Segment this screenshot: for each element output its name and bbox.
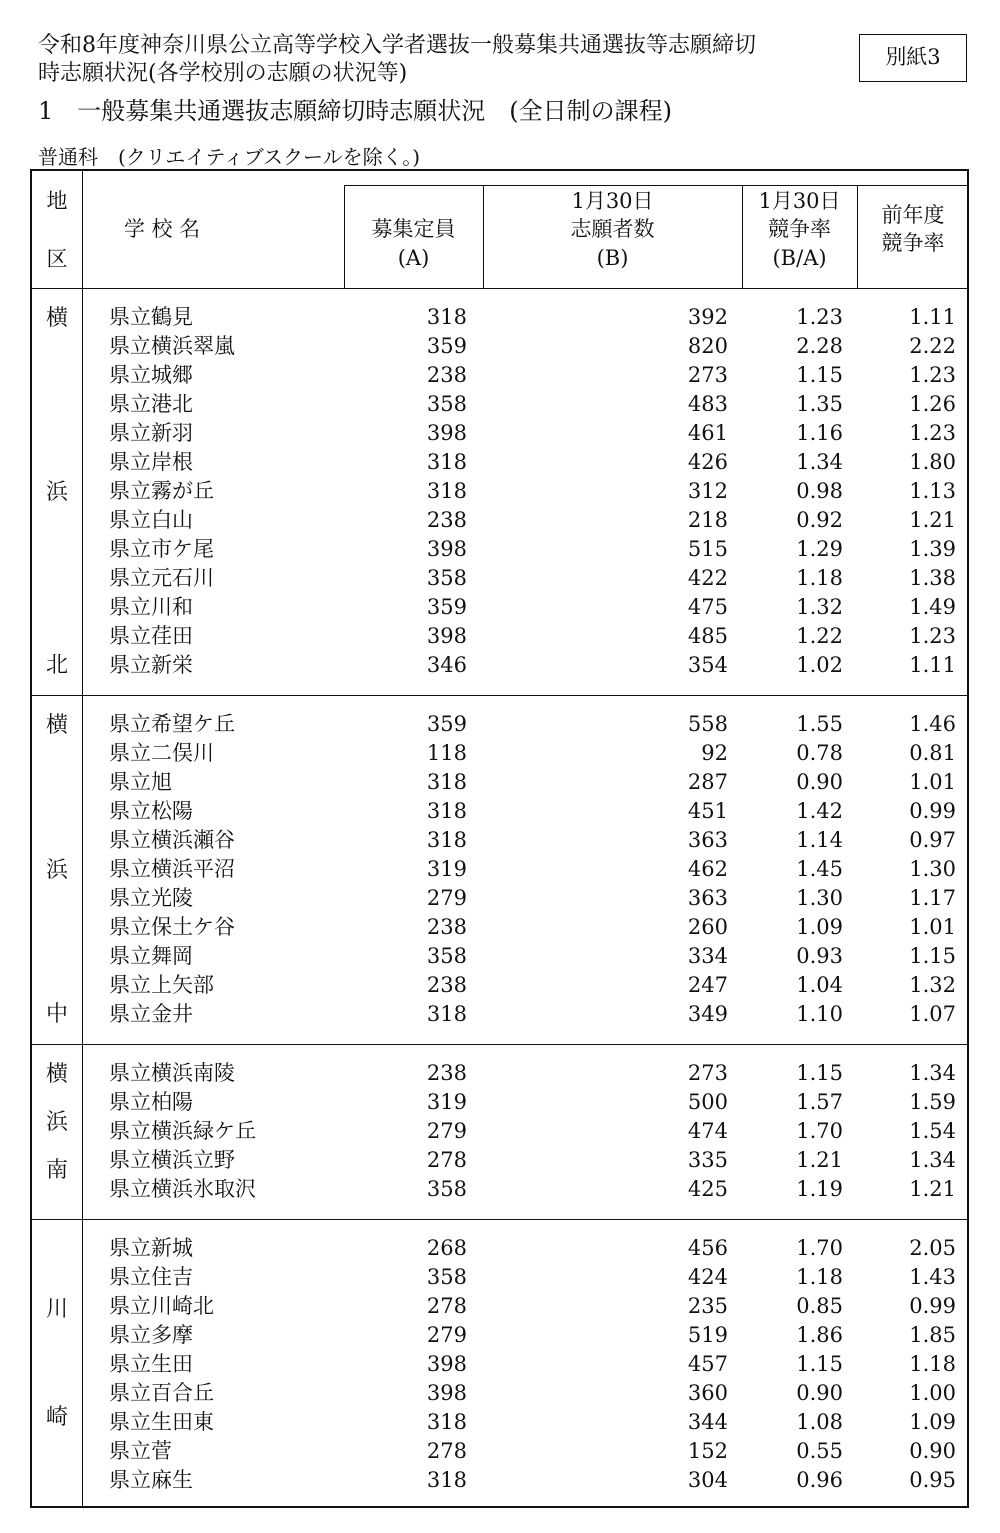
school-name: 県立城郷 [109,363,193,387]
prev-ratio-value: 1.49 [909,595,956,619]
applicants-value: 335 [687,1148,728,1172]
ratio-value: 1.10 [796,1002,843,1026]
prev-ratio-value: 1.39 [909,537,956,561]
applicants-value: 349 [687,1002,728,1026]
ratio-value: 1.08 [796,1410,843,1434]
prev-ratio-value: 1.21 [909,508,956,532]
region-label-char: 浜 [45,857,68,883]
applicants-value: 500 [687,1090,728,1114]
ratio-value: 1.30 [796,886,843,910]
capacity-value: 118 [426,741,467,765]
header-bottom-rule [32,288,969,289]
prev-ratio-value: 1.85 [909,1323,956,1347]
capacity-value: 318 [426,305,467,329]
header-prev-ratio-1: 前年度 [881,203,945,227]
school-name: 県立光陵 [109,886,193,910]
ratio-value: 1.15 [796,1352,843,1376]
capacity-value: 398 [426,624,467,648]
prev-ratio-value: 1.23 [909,421,956,445]
applicants-value: 334 [687,944,728,968]
applicants-value: 485 [687,624,728,648]
prev-ratio-value: 0.99 [909,1294,956,1318]
school-name: 県立元石川 [109,566,214,590]
ratio-value: 1.57 [796,1090,843,1114]
applicants-value: 312 [687,479,728,503]
ratio-value: 2.28 [796,334,843,358]
ratio-value: 0.55 [796,1439,843,1463]
capacity-value: 278 [426,1294,467,1318]
prev-ratio-value: 1.01 [909,915,956,939]
applicants-value: 451 [687,799,728,823]
ratio-value: 1.23 [796,305,843,329]
title-line-1: 令和8年度神奈川県公立高等学校入学者選抜一般募集共通選抜等志願締切 [38,33,756,58]
prev-ratio-value: 1.32 [909,973,956,997]
header-region-1: 地 [46,189,68,213]
capacity-value: 279 [426,1323,467,1347]
prev-ratio-value: 1.80 [909,450,956,474]
ratio-value: 1.16 [796,421,843,445]
capacity-value: 238 [426,1061,467,1085]
school-name: 県立荏田 [109,624,193,648]
school-name: 県立横浜平沼 [109,857,235,881]
ratio-value: 1.45 [796,857,843,881]
capacity-value: 278 [426,1439,467,1463]
header-school-name: 学 校 名 [123,217,201,241]
region-label-char: 横 [45,1062,68,1087]
section-heading: 1 一般募集共通選抜志願締切時志願状況 (全日制の課程) [38,97,672,125]
school-name: 県立白山 [109,508,193,532]
applicants-value: 425 [687,1177,728,1201]
applicants-value: 424 [687,1265,728,1289]
school-name: 県立金井 [109,1002,193,1026]
ratio-value: 1.18 [796,1265,843,1289]
capacity-value: 318 [426,799,467,823]
prev-ratio-value: 1.34 [909,1061,956,1085]
prev-ratio-value: 1.23 [909,363,956,387]
capacity-value: 318 [426,1410,467,1434]
prev-ratio-value: 1.15 [909,944,956,968]
prev-ratio-value: 1.34 [909,1148,956,1172]
prev-ratio-value: 0.81 [909,741,956,765]
applicants-value: 392 [687,305,728,329]
region-label-char: 浜 [45,479,68,505]
capacity-value: 279 [426,886,467,910]
school-name: 県立住吉 [109,1265,193,1289]
school-name: 県立菅 [109,1439,172,1463]
prev-ratio-value: 1.11 [909,653,956,677]
applicants-value: 360 [687,1381,728,1405]
applicants-value: 820 [687,334,728,358]
ratio-value: 1.22 [796,624,843,648]
prev-ratio-value: 2.22 [909,334,956,358]
prev-ratio-value: 0.90 [909,1439,956,1463]
ratio-value: 1.19 [796,1177,843,1201]
region-label-char: 横 [45,306,68,331]
school-name: 県立鶴見 [109,305,193,329]
capacity-value: 358 [426,1265,467,1289]
ratio-value: 0.92 [796,508,843,532]
school-name: 県立柏陽 [109,1090,193,1114]
applicants-value: 363 [687,886,728,910]
subsection-heading: 普通科 (クリエイティブスクールを除く。) [38,145,421,169]
capacity-value: 238 [426,508,467,532]
prev-ratio-value: 1.43 [909,1265,956,1289]
header-ratio-1: 1月30日 [758,189,841,213]
school-name: 県立横浜氷取沢 [109,1177,256,1201]
capacity-value: 358 [426,392,467,416]
ratio-value: 0.96 [796,1468,843,1492]
region-label-char: 崎 [45,1404,68,1430]
school-name: 県立麻生 [109,1468,193,1492]
region-separator [32,1044,969,1045]
capacity-value: 278 [426,1148,467,1172]
applicants-value: 92 [701,741,728,765]
prev-ratio-value: 2.05 [909,1236,956,1260]
prev-ratio-value: 1.59 [909,1090,956,1114]
prev-ratio-value: 1.13 [909,479,956,503]
applicants-value: 426 [687,450,728,474]
school-name: 県立港北 [109,392,193,416]
region-label-char: 浜 [45,1110,68,1135]
ratio-value: 0.93 [796,944,843,968]
prev-ratio-value: 1.46 [909,712,956,736]
ratio-value: 0.78 [796,741,843,765]
school-name: 県立川崎北 [109,1294,214,1318]
applicants-value: 304 [687,1468,728,1492]
ratio-value: 0.85 [796,1294,843,1318]
region-separator [32,1219,969,1220]
school-name: 県立川和 [109,595,193,619]
prev-ratio-value: 0.97 [909,828,956,852]
ratio-value: 1.14 [796,828,843,852]
applicants-value: 363 [687,828,728,852]
school-name: 県立岸根 [109,450,193,474]
applicants-value: 260 [687,915,728,939]
ratio-value: 1.55 [796,712,843,736]
applicants-value: 461 [687,421,728,445]
region-label-char: 川 [45,1296,68,1322]
capacity-value: 358 [426,944,467,968]
applicants-value: 515 [687,537,728,561]
capacity-value: 238 [426,973,467,997]
capacity-value: 238 [426,915,467,939]
attachment-badge: 別紙3 [859,34,967,82]
ratio-value: 1.21 [796,1148,843,1172]
header-top-rule [344,185,969,186]
title-line-2: 時志願状況(各学校別の志願の状況等) [38,61,408,86]
school-name: 県立多摩 [109,1323,193,1347]
applicants-value: 474 [687,1119,728,1143]
capacity-value: 398 [426,1381,467,1405]
applicants-value: 422 [687,566,728,590]
header-applicants-1: 1月30日 [571,189,654,213]
school-name: 県立横浜翠嵐 [109,334,235,358]
school-name: 県立横浜瀬谷 [109,828,235,852]
prev-ratio-value: 0.95 [909,1468,956,1492]
applicants-value: 344 [687,1410,728,1434]
prev-ratio-value: 1.38 [909,566,956,590]
header-region-2: 区 [46,247,68,271]
ratio-value: 1.02 [796,653,843,677]
prev-ratio-value: 1.09 [909,1410,956,1434]
ratio-value: 1.09 [796,915,843,939]
prev-ratio-value: 1.18 [909,1352,956,1376]
school-name: 県立霧が丘 [109,479,214,503]
prev-ratio-value: 1.30 [909,857,956,881]
prev-ratio-value: 1.23 [909,624,956,648]
capacity-value: 398 [426,1352,467,1376]
school-name: 県立旭 [109,770,172,794]
ratio-value: 1.04 [796,973,843,997]
school-name: 県立横浜立野 [109,1148,235,1172]
school-name: 県立横浜南陵 [109,1061,235,1085]
ratio-value: 1.18 [796,566,843,590]
ratio-value: 0.98 [796,479,843,503]
header-applicants-3: (B) [596,246,629,270]
prev-ratio-value: 1.07 [909,1002,956,1026]
school-name: 県立新栄 [109,653,193,677]
applicants-value: 287 [687,770,728,794]
school-name: 県立新城 [109,1236,193,1260]
applicants-value: 247 [687,973,728,997]
region-label-char: 中 [45,1002,68,1027]
school-name: 県立保土ケ谷 [109,915,235,939]
school-name: 県立上矢部 [109,973,214,997]
applicants-value: 354 [687,653,728,677]
capacity-value: 238 [426,363,467,387]
applications-table [30,169,969,1508]
capacity-value: 359 [426,712,467,736]
capacity-value: 358 [426,1177,467,1201]
prev-ratio-value: 1.00 [909,1381,956,1405]
ratio-value: 1.70 [796,1119,843,1143]
capacity-value: 318 [426,450,467,474]
ratio-value: 1.32 [796,595,843,619]
region-label-char: 北 [45,653,68,678]
ratio-value: 1.70 [796,1236,843,1260]
school-name: 県立舞岡 [109,944,193,968]
capacity-value: 318 [426,770,467,794]
capacity-value: 359 [426,334,467,358]
ratio-value: 1.15 [796,363,843,387]
applicants-value: 456 [687,1236,728,1260]
ratio-value: 1.34 [796,450,843,474]
header-ratio-3: (B/A) [772,246,827,270]
prev-ratio-value: 1.17 [909,886,956,910]
document-title [38,32,848,88]
ratio-value: 1.35 [796,392,843,416]
school-name: 県立百合丘 [109,1381,214,1405]
school-name: 県立生田 [109,1352,193,1376]
capacity-value: 319 [426,857,467,881]
school-name: 県立生田東 [109,1410,214,1434]
region-label-char: 南 [45,1158,68,1183]
prev-ratio-value: 1.54 [909,1119,956,1143]
applicants-value: 475 [687,595,728,619]
capacity-value: 346 [426,653,467,677]
capacity-value: 359 [426,595,467,619]
capacity-value: 268 [426,1236,467,1260]
capacity-value: 319 [426,1090,467,1114]
applicants-value: 558 [687,712,728,736]
applicants-value: 152 [687,1439,728,1463]
applicants-value: 483 [687,392,728,416]
header-capacity-1: 募集定員 [371,217,456,241]
capacity-value: 358 [426,566,467,590]
header-capacity-2: (A) [397,246,430,270]
header-applicants-2: 志願者数 [570,217,655,241]
capacity-value: 398 [426,537,467,561]
applicants-value: 273 [687,363,728,387]
applicants-value: 235 [687,1294,728,1318]
ratio-value: 0.90 [796,1381,843,1405]
capacity-value: 318 [426,1002,467,1026]
region-label-char: 横 [45,713,68,738]
ratio-value: 1.29 [796,537,843,561]
region-column-divider [82,171,83,1506]
capacity-value: 318 [426,1468,467,1492]
applicants-value: 462 [687,857,728,881]
region-separator [32,695,969,696]
prev-ratio-value: 1.11 [909,305,956,329]
header-prev-ratio-2: 競争率 [881,231,945,255]
school-name: 県立横浜緑ケ丘 [109,1119,256,1143]
school-name: 県立希望ケ丘 [109,712,235,736]
prev-ratio-value: 1.21 [909,1177,956,1201]
capacity-value: 279 [426,1119,467,1143]
ratio-value: 1.86 [796,1323,843,1347]
school-name: 県立二俣川 [109,741,214,765]
capacity-value: 398 [426,421,467,445]
applicants-value: 519 [687,1323,728,1347]
school-name: 県立市ケ尾 [109,537,214,561]
applicants-value: 457 [687,1352,728,1376]
applicants-value: 273 [687,1061,728,1085]
school-name: 県立松陽 [109,799,193,823]
ratio-value: 1.42 [796,799,843,823]
ratio-value: 0.90 [796,770,843,794]
capacity-value: 318 [426,479,467,503]
prev-ratio-value: 1.26 [909,392,956,416]
header-ratio-2: 競争率 [768,217,831,241]
prev-ratio-value: 0.99 [909,799,956,823]
school-name: 県立新羽 [109,421,193,445]
applicants-value: 218 [687,508,728,532]
prev-ratio-value: 1.01 [909,770,956,794]
capacity-value: 318 [426,828,467,852]
ratio-value: 1.15 [796,1061,843,1085]
